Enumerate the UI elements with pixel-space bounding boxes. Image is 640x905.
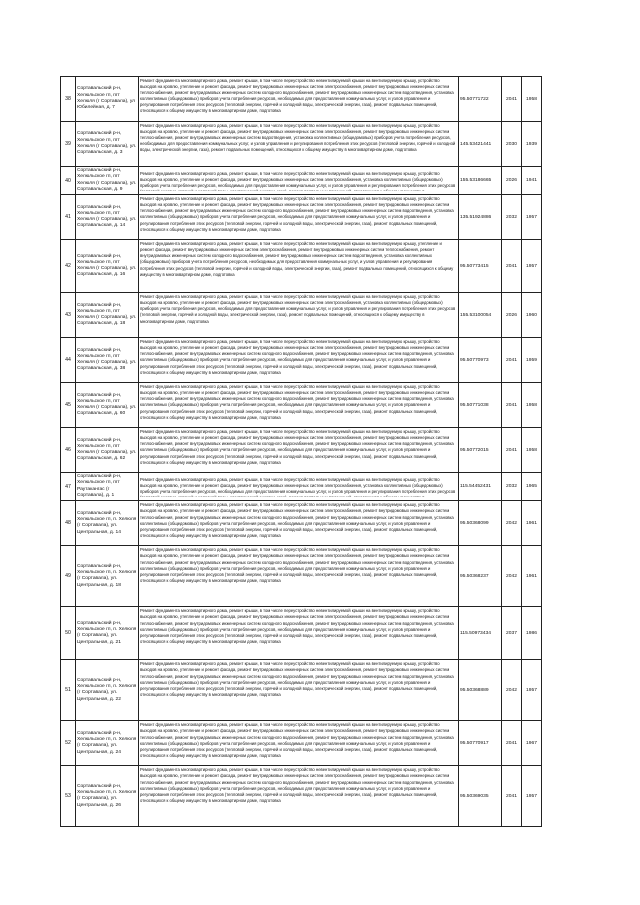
cost-cell: 145.53421441 — [459, 122, 502, 167]
table-row — [61, 383, 542, 428]
works-cell — [139, 428, 459, 473]
build-year-cell: 1957 — [522, 195, 542, 240]
plan-year-cell: 2032 — [502, 195, 522, 240]
plan-year-cell: 2030 — [502, 122, 522, 167]
works-cell — [139, 77, 459, 122]
plan-year-cell: 2041 — [502, 721, 522, 766]
plan-year-cell: 2042 — [502, 660, 522, 721]
plan-year-cell: 2041 — [502, 338, 522, 383]
works-cell — [139, 766, 459, 827]
plan-year-cell: 2041 — [502, 766, 522, 827]
row-number: 42 — [61, 240, 76, 293]
build-year-cell: 1957 — [522, 240, 542, 293]
build-year-cell: 1957 — [522, 766, 542, 827]
works-cell — [139, 546, 459, 607]
table-row — [61, 721, 542, 766]
plan-year-cell: 2041 — [502, 383, 522, 428]
row-number: 45 — [61, 383, 76, 428]
row-number: 40 — [61, 167, 76, 195]
address-cell: Сортавальский р-н, Хелюльское гп, пгт Хелюля (г Сортавала), ул. Сортавальская, д. 60 — [76, 383, 139, 428]
works-text: Ремонт фундамента многоквартирного дома, ремонт крыши, в том числе переустройство невентилируемой крыши на вентилируемую крышу, устройство выходов на кровлю, утепление и ремонт фасада, ремонт внутридомовых инженерных систем электроснабжения, ремонт внутридомовых инженерных систем теплоснабжения, ремонт внутридомовых инженерных систем холодного водоснабжения, ремонт внутридомовых инженерных систем водоотведения, установка коллективных (общедомовых) приборов учета потребления ресурсов, необходимых для предоставления коммунальных услуг, и узлов управления и регулирования потребления этих ресурсов (тепловой энергии, горячей и холодной воды, электрической энергии, газа), ремонт подвальных помещений, относящихся к общему имуществу в многоквартирном доме, подготовка — [140, 429, 454, 465]
cost-cell: 155.53186665 — [459, 167, 502, 195]
works-cell — [139, 607, 459, 660]
works-text: Ремонт фундамента многоквартирного дома, ремонт крыши, в том числе переустройство невентилируемой крыши на вентилируемую крышу, устройство выходов на кровлю, утепление и ремонт фасада, ремонт внутридомовых инженерных систем электроснабжения, ремонт внутридомовых инженерных систем теплоснабжения, ремонт внутридомовых инженерных систем холодного водоснабжения, ремонт внутридомовых инженерных систем водоотведения, установка коллективных (общедомовых) приборов учета потребления ресурсов, необходимых для предоставления коммунальных услуг, и узлов управления и регулирования потребления этих ресурсов (тепловой энергии, горячей и холодной воды, электрической энергии, газа), ремонт подвальных помещений, относящихся к общему имуществу в многоквартирном доме, подготовка — [140, 608, 454, 644]
row-number: 39 — [61, 122, 76, 167]
row-number: 47 — [61, 473, 76, 501]
plan-year-cell: 2032 — [502, 473, 522, 501]
row-number: 43 — [61, 293, 76, 338]
works-cell — [139, 660, 459, 721]
capital-repair-table — [60, 76, 542, 827]
address-cell: Сортавальский р-н, Хелюльское гп, п. Хелюля (г Сортавала), ул. Центральная, д. 14 — [76, 501, 139, 546]
build-year-cell: 1958 — [522, 77, 542, 122]
address-cell: Сортавальский р-н, Хелюльское гп, пгт Хелюля (г Сортавала), ул. Сортавальская, д. 38 — [76, 338, 139, 383]
works-cell — [139, 195, 459, 240]
cost-cell: 115.50973434 — [459, 607, 502, 660]
table-row — [61, 77, 542, 122]
address-cell: Сортавальский р-н, Хелюльское гп, п. Хелюля (г Сортавала), ул. Центральная, д. 24 — [76, 721, 139, 766]
address-cell: Сортавальский р-н, Хелюльское гп, пгт Хелюля (г Сортавала), ул. Сортавальская, д. 16 — [76, 240, 139, 293]
plan-year-cell: 2041 — [502, 77, 522, 122]
cost-cell: 95.50369035 — [459, 766, 502, 827]
works-cell — [139, 721, 459, 766]
works-text: Ремонт фундамента многоквартирного дома, ремонт крыши, в том числе переустройство невентилируемой крыши на вентилируемую крышу, устройство выходов на кровлю, утепление и ремонт фасада, ремонт внутридомовых инженерных систем электроснабжения, ремонт внутридомовых инженерных систем теплоснабжения, ремонт внутридомовых инженерных систем холодного водоснабжения, ремонт внутридомовых инженерных систем водоотведения, установка коллективных (общедомовых) приборов учета потребления ресурсов, необходимых для предоставления коммунальных услуг, и узлов управления и регулирования потребления этих ресурсов (тепловой энергии, горячей и холодной воды, электрической энергии, газа), ремонт подвальных помещений, относящихся к общему имуществу в многоквартирном доме, подготовка — [140, 78, 454, 114]
works-cell — [139, 338, 459, 383]
build-year-cell: 1941 — [522, 167, 542, 195]
works-cell — [139, 167, 459, 195]
build-year-cell: 1959 — [522, 338, 542, 383]
works-text: Ремонт фундамента многоквартирного дома, ремонт крыши, в том числе переустройство невентилируемой крыши на вентилируемую крышу, устройство выходов на кровлю, утепление и ремонт фасада, ремонт внутридомовых инженерных систем электроснабжения, ремонт внутридомовых инженерных систем теплоснабжения, ремонт внутридомовых инженерных систем холодного водоснабжения, ремонт внутридомовых инженерных систем водоотведения, установка коллективных (общедомовых) приборов учета потребления ресурсов, необходимых для предоставления коммунальных услуг, и узлов управления и регулирования потребления этих ресурсов (тепловой энергии, горячей и холодной воды, электрической энергии, газа), ремонт подвальных помещений, относящихся к общему имуществу в многоквартирном доме, подготовка — [140, 339, 454, 375]
works-cell — [139, 293, 459, 338]
table-row — [61, 240, 542, 293]
table-row — [61, 501, 542, 546]
works-text: Ремонт фундамента многоквартирного дома, ремонт крыши, в том числе переустройство невентилируемой крыши на вентилируемую крышу, устройство выходов на кровлю, утепление и ремонт фасада, ремонт внутридомовых инженерных систем электроснабжения, ремонт внутридомовых инженерных систем теплоснабжения, ремонт внутридомовых инженерных систем холодного водоснабжения, ремонт внутридомовых инженерных систем водоотведения, установка коллективных (общедомовых) приборов учета потребления ресурсов, необходимых для предоставления коммунальных услуг, и узлов управления и регулирования потребления этих ресурсов (тепловой энергии, горячей и холодной воды, электрической энергии, газа), ремонт подвальных помещений, относящихся к общему имуществу в многоквартирном доме, подготовка — [140, 384, 454, 420]
table-row — [61, 660, 542, 721]
table-row — [61, 338, 542, 383]
cost-cell: 95.50368237 — [459, 546, 502, 607]
row-number: 51 — [61, 660, 76, 721]
address-cell: Сортавальский р-н, Хелюльское гп, п. Хелюля (г Сортавала), ул. Центральная, д. 26 — [76, 766, 139, 827]
table-row — [61, 122, 542, 167]
address-cell: Сортавальский р-н, Хелюльское гп, п. Хелюля (г Сортавала), ул. Центральная, д. 18 — [76, 546, 139, 607]
table-row — [61, 546, 542, 607]
build-year-cell: 1961 — [522, 546, 542, 607]
row-number: 49 — [61, 546, 76, 607]
plan-year-cell: 2041 — [502, 240, 522, 293]
cost-cell: 95.50773415 — [459, 240, 502, 293]
cost-cell: 135.51924886 — [459, 195, 502, 240]
row-number: 41 — [61, 195, 76, 240]
address-cell: Сортавальский р-н, Хелюльское гп, пгт Хелюля (г Сортавала), ул Юбилейная, д. 7 — [76, 77, 139, 122]
plan-year-cell: 2037 — [502, 607, 522, 660]
build-year-cell: 1957 — [522, 660, 542, 721]
build-year-cell: 1965 — [522, 473, 542, 501]
row-number: 46 — [61, 428, 76, 473]
cost-cell: 95.50770973 — [459, 338, 502, 383]
works-text: Ремонт фундамента многоквартирного дома, ремонт крыши, в том числе переустройство невентилируемой крыши на вентилируемую крышу, устройство выходов на кровлю, утепление и ремонт фасада, ремонт внутридомовых инженерных систем электроснабжения, ремонт внутридомовых инженерных систем теплоснабжения, ремонт внутридомовых инженерных систем холодного водоснабжения, ремонт внутридомовых инженерных систем водоотведения, установка коллективных (общедомовых) приборов учета потребления ресурсов, необходимых для предоставления коммунальных услуг, и узлов управления и регулирования потребления этих ресурсов (тепловой энергии, горячей и холодной воды, электрической энергии, газа), ремонт подвальных помещений, относящихся к общему имуществу в многоквартирном доме, подготовка — [140, 661, 454, 697]
address-cell: Сортавальский р-н, Хелюльское гп, п. Хелюля (г Сортавала), ул. Центральная, д. 21 — [76, 607, 139, 660]
build-year-cell: 1961 — [522, 501, 542, 546]
cost-cell: 95.50770917 — [459, 721, 502, 766]
address-cell: Сортавальский р-н, Хелюльское гп, пгт Хелюля (г Сортавала), ул. Сортавальская, д. 62 — [76, 428, 139, 473]
table-row — [61, 428, 542, 473]
works-cell — [139, 501, 459, 546]
table-row — [61, 607, 542, 660]
plan-year-cell: 2042 — [502, 546, 522, 607]
row-number: 44 — [61, 338, 76, 383]
plan-year-cell: 2026 — [502, 167, 522, 195]
build-year-cell: 1960 — [522, 293, 542, 338]
cost-cell: 115.54452431 — [459, 473, 502, 501]
address-cell: Сортавальский р-н, Хелюльское гп, п. Хелюля (г Сортавала), ул. Центральная, д. 22 — [76, 660, 139, 721]
plan-year-cell: 2042 — [502, 501, 522, 546]
works-text: Ремонт фундамента многоквартирного дома, ремонт крыши, в том числе переустройство невентилируемой крыши на вентилируемую крышу, устройство выходов на кровлю, утепление и ремонт фасада, ремонт внутридомовых инженерных систем электроснабжения, ремонт внутридомовых инженерных систем теплоснабжения, ремонт внутридомовых инженерных систем холодного водоснабжения, ремонт внутридомовых инженерных систем водоотведения, установка коллективных (общедомовых) приборов учета потребления ресурсов, необходимых для предоставления коммунальных услуг, и узлов управления и регулирования потребления этих ресурсов (тепловой энергии, горячей и холодной воды, электрической энергии, газа), ремонт подвальных помещений, относящихся к общему имуществу в многоквартирном доме, подготовка — [140, 196, 454, 232]
works-cell — [139, 383, 459, 428]
table-row — [61, 473, 542, 501]
works-text: Ремонт фундамента многоквартирного дома, ремонт крыши, в том числе переустройство невентилируемой крыши на вентилируемую крышу, устройство выходов на кровлю, утепление и ремонт фасада, ремонт внутридомовых инженерных систем электроснабжения, установка коллективных (общедомовых) приборов учета потребления ресурсов, необходимых для предоставления коммунальных услуг, и узлов управления и регулирования потребления этих ресурсов (тепловой энергии, горячей и холодной воды, электрической энергии, газа), ремонт подвальных помещений, относящихся к общему имуществу в многоквартирном доме, подготовка — [140, 294, 456, 324]
address-cell: Сортавальский р-н, Хелюльское гп, пгт Хелюля (г Сортавала), ул. Сортавальская, д. 9 — [76, 167, 139, 195]
row-number: 52 — [61, 721, 76, 766]
works-text: Ремонт фундамента многоквартирного дома, ремонт крыши, в том числе переустройство невентилируемой крыши на вентилируемую крышу, утепление и ремонт фасада, ремонт внутридомовых инженерных систем электроснабжения, ремонт внутридомовых инженерных систем теплоснабжения, ремонт внутридомовых инженерных систем холодного водоснабжения, ремонт внутридомовых инженерных систем водоотведения, установка коллективных (общедомовых) приборов учета потребления ресурсов, необходимых для предоставления коммунальных услуг, и узлов управления и регулирования потребления этих ресурсов (тепловой энергии, горячей и холодной воды, электрической энергии, газа), ремонт подвальных помещений, относящихся к общему имуществу в многоквартирном доме, подготовка — [140, 241, 454, 277]
cost-cell: 95.50771038 — [459, 383, 502, 428]
address-cell: Сортавальский р-н, Хелюльское гп, пгт Хелюля (г Сортавала), ул. Сортавальская, д. 3 — [76, 122, 139, 167]
works-cell — [139, 122, 459, 167]
build-year-cell: 1967 — [522, 721, 542, 766]
cost-cell: 95.50771722 — [459, 77, 502, 122]
works-text: Ремонт фундамента многоквартирного дома, ремонт крыши, в том числе переустройство невентилируемой крыши на вентилируемую крышу, устройство выходов на кровлю, утепление и ремонт фасада, ремонт внутридомовых инженерных систем электроснабжения, ремонт внутридомовых инженерных систем теплоснабжения, ремонт внутридомовых инженерных систем холодного водоснабжения, ремонт внутридомовых инженерных систем водоотведения, установка коллективных (общедомовых) приборов учета потребления ресурсов, необходимых для предоставления коммунальных услуг, и узлов управления и регулирования потребления этих ресурсов (тепловой энергии, горячей и холодной воды, электрической энергии, газа), ремонт подвальных помещений, относящихся к общему имуществу в многоквартирном доме, подготовка — [140, 502, 454, 538]
address-cell: Сортавальский р-н, Хелюльское гп, пгт Раутакангас (г Сортавала), д. 1 — [76, 473, 139, 501]
address-cell: Сортавальский р-н, Хелюльское гп, пгт Хелюля (г Сортавала), ул. Сортавальская, д. 14 — [76, 195, 139, 240]
works-cell — [139, 240, 459, 293]
table-row — [61, 167, 542, 195]
row-number: 50 — [61, 607, 76, 660]
plan-year-cell: 2026 — [502, 293, 522, 338]
build-year-cell: 1939 — [522, 122, 542, 167]
cost-cell: 95.50368889 — [459, 660, 502, 721]
cost-cell: 155.53100054 — [459, 293, 502, 338]
cost-cell: 95.50368099 — [459, 501, 502, 546]
works-text: Ремонт фундамента многоквартирного дома, ремонт крыши, в том числе переустройство невентилируемой крыши на вентилируемую крышу, устройство выходов на кровлю, утепление и ремонт фасада, ремонт внутридомовых инженерных систем электроснабжения, ремонт внутридомовых инженерных систем теплоснабжения, ремонт внутридомовых инженерных систем холодного водоснабжения, ремонт внутридомовых инженерных систем водоотведения, установка коллективных (общедомовых) приборов учета потребления ресурсов, необходимых для предоставления коммунальных услуг, и узлов управления и регулирования потребления этих ресурсов (тепловой энергии, горячей и холодной воды, электрической энергии, газа), ремонт подвальных помещений, относящихся к общему имуществу в многоквартирном доме, подготовка — [140, 547, 454, 583]
table-row — [61, 766, 542, 827]
table-row — [61, 293, 542, 338]
build-year-cell: 1986 — [522, 607, 542, 660]
works-text: Ремонт фундамента многоквартирного дома, ремонт крыши, в том числе переустройство невентилируемой крыши на вентилируемую крышу, устройство выходов на кровлю, утепление и ремонт фасада, ремонт внутридомовых инженерных систем электроснабжения, ремонт внутридомовых инженерных систем теплоснабжения, ремонт внутридомовых инженерных систем холодного водоснабжения, ремонт внутридомовых инженерных систем водоотведения, установка коллективных (общедомовых) приборов учета потребления ресурсов, необходимых для предоставления коммунальных услуг, и узлов управления и регулирования потребления этих ресурсов (тепловой энергии, горячей и холодной воды, электрической энергии, газа), ремонт подвальных помещений, относящихся к общему имуществу в многоквартирном доме, подготовка — [140, 722, 454, 758]
build-year-cell: 1958 — [522, 383, 542, 428]
build-year-cell: 1958 — [522, 428, 542, 473]
table-body — [61, 77, 542, 827]
works-text: Ремонт фундамента многоквартирного дома, ремонт крыши, в том числе переустройство невентилируемой крыши на вентилируемую крышу, устройство выходов на кровлю, утепление и ремонт фасада, ремонт внутридомовых инженерных систем электроснабжения, ремонт внутридомовых инженерных систем теплоснабжения, ремонт внутридомовых инженерных систем холодного водоснабжения, ремонт внутридомовых инженерных систем водоотведения, установка коллективных (общедомовых) приборов учета потребления ресурсов, необходимых для предоставления коммунальных услуг, и узлов управления и регулирования потребления этих ресурсов (тепловой энергии, горячей и холодной воды, электрической энергии, газа), ремонт подвальных помещений, относящихся к общему имуществу в многоквартирном доме, подготовка — [140, 767, 454, 803]
cost-cell: 95.50772015 — [459, 428, 502, 473]
row-number: 38 — [61, 77, 76, 122]
works-text: Ремонт фундамента многоквартирного дома, ремонт крыши, в том числе переустройство невентилируемой крыши на вентилируемую крышу, устройство выходов на кровлю, утепление и ремонт фасада, ремонт внутридомовых инженерных систем электроснабжения, ремонт внутридомовых инженерных систем теплоснабжения, ремонт внутридомовых инженерных систем водоотведения, установка коллективных (общедомовых) приборов учета потребления ресурсов, необходимых для предоставления коммунальных услуг, и узлов управления и регулирования потребления этих ресурсов (тепловой энергии, горячей и холодной воды, электрической энергии, газа), ремонт подвальных помещений, относящихся к общему имуществу в многоквартирном доме, подготовка — [140, 123, 456, 153]
works-text: Ремонт фундамента многоквартирного дома, ремонт крыши, в том числе переустройство невентилируемой крыши на вентилируемую крышу, устройство выходов на кровлю, утепление и ремонт фасада, ремонт внутридомовых инженерных систем электроснабжения, установка коллективных (общедомовых) приборов учета потребления ресурсов, необходимых для предоставления коммунальных услуг, и узлов управления и регулирования потребления этих ресурсов — [140, 476, 456, 494]
row-number: 48 — [61, 501, 76, 546]
plan-year-cell: 2041 — [502, 428, 522, 473]
address-cell: Сортавальский р-н, Хелюльское гп, пгт Хелюля (г Сортавала), ул. Сортавальская, д. 18 — [76, 293, 139, 338]
table-row — [61, 195, 542, 240]
works-text: Ремонт фундамента многоквартирного дома, ремонт крыши, в том числе переустройство невентилируемой крыши на вентилируемую крышу, устройство выходов на кровлю, утепление и ремонт фасада, ремонт внутридомовых инженерных систем электроснабжения, установка коллективных (общедомовых) приборов учета потребления ресурсов, необходимых для предоставления коммунальных услуг, и узлов управления и регулирования потребления этих ресурсов — [140, 170, 456, 188]
row-number: 53 — [61, 766, 76, 827]
works-cell — [139, 473, 459, 501]
